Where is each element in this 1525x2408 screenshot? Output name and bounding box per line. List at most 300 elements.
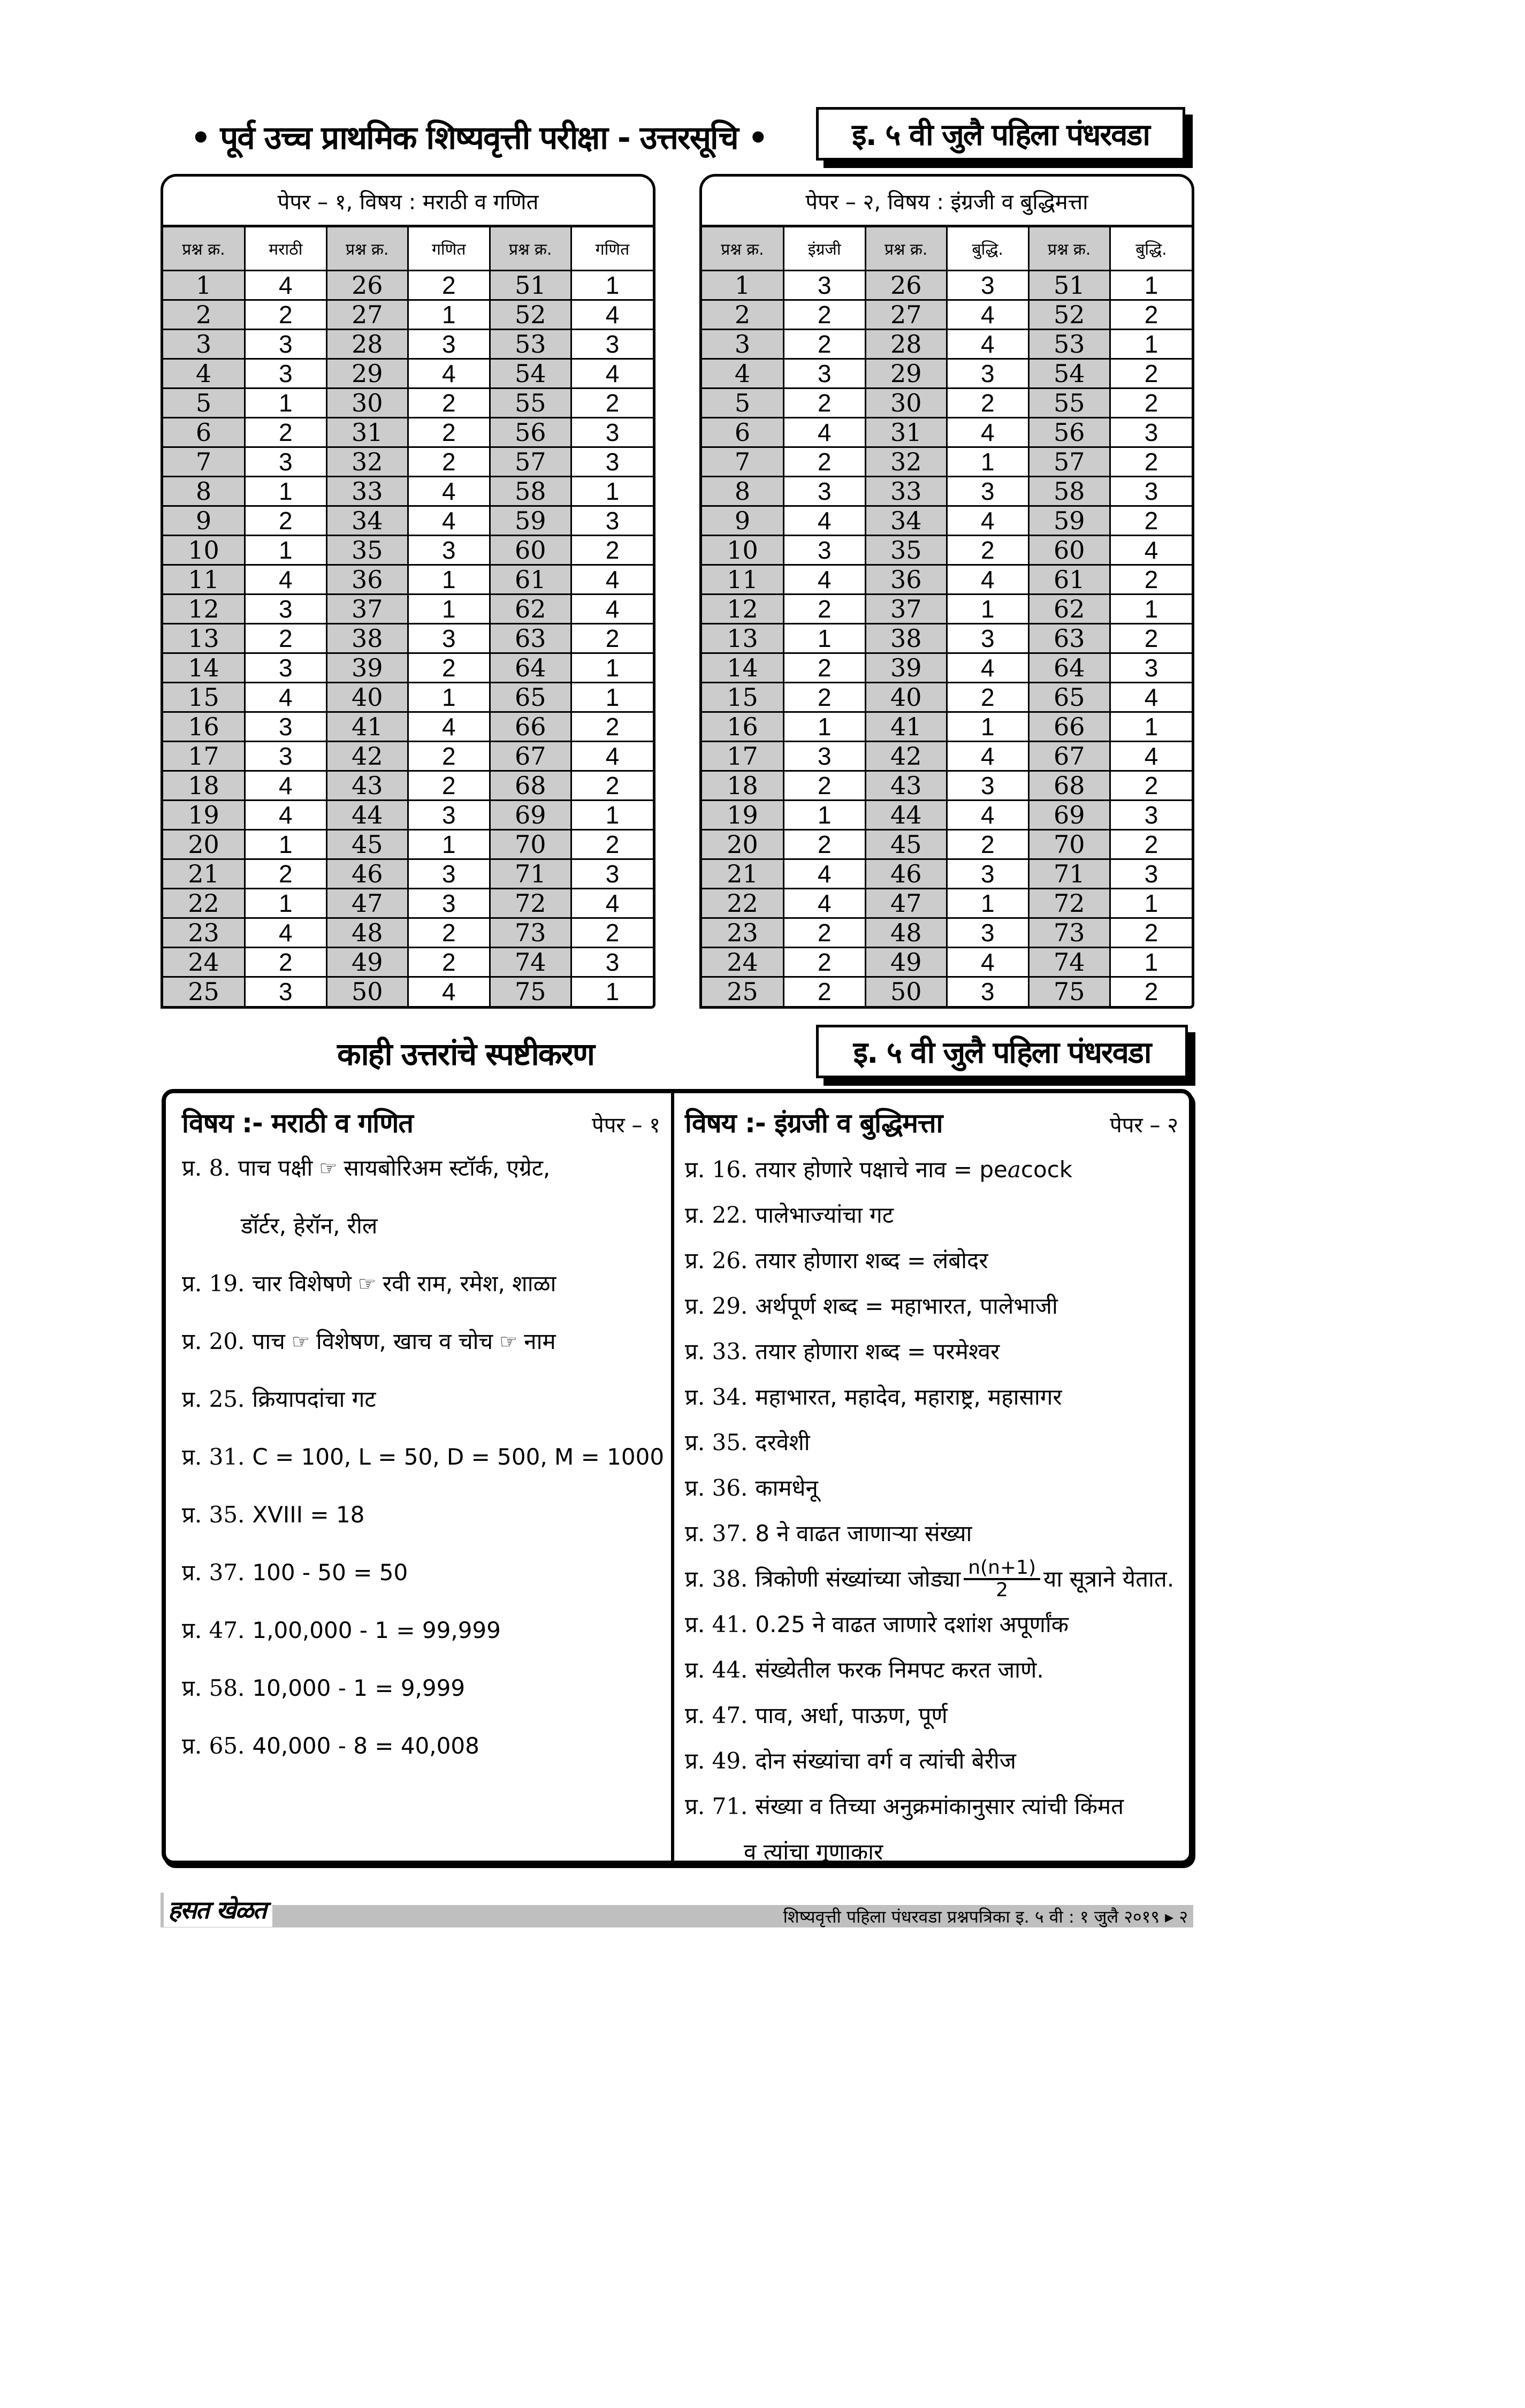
answer-cell: 1 [571, 682, 653, 712]
list-item [685, 1556, 1178, 1602]
question-number-cell: 52 [1028, 300, 1110, 329]
explanation-text: पालेभाज्यांचा गट [755, 1201, 894, 1228]
italic-letter: a [1007, 1156, 1021, 1183]
list-item [685, 1829, 1178, 1874]
table-row [163, 947, 653, 977]
question-number: प्र. 58. [182, 1675, 245, 1701]
question-number-cell: 60 [1028, 535, 1110, 565]
answer-cell: 3 [245, 741, 327, 771]
answer-cell: 2 [1110, 977, 1192, 1006]
explanation-text: 100 - 50 = 50 [252, 1559, 408, 1586]
paper1-explanations [166, 1093, 674, 1861]
table-row [702, 329, 1192, 359]
answer-cell: 3 [408, 888, 490, 918]
question-number-cell: 62 [490, 594, 571, 623]
question-number-cell: 1 [702, 270, 784, 300]
answer-cell: 1 [947, 594, 1029, 623]
answer-cell: 4 [245, 270, 327, 300]
question-number-cell: 36 [865, 565, 947, 594]
answer-cell: 3 [245, 712, 327, 741]
paper2-explanation-list [685, 1147, 1178, 1874]
question-number-cell: 37 [326, 594, 408, 623]
question-number-cell: 50 [865, 977, 947, 1006]
answer-cell: 1 [571, 977, 653, 1006]
answer-cell: 3 [947, 476, 1029, 506]
question-number-cell: 34 [865, 506, 947, 535]
answer-cell: 3 [245, 447, 327, 476]
question-number-cell: 31 [326, 417, 408, 447]
answer-cell: 3 [947, 359, 1029, 388]
column-header: प्रश्न क्र. [702, 227, 784, 270]
question-number-cell: 66 [1028, 712, 1110, 741]
answer-cell: 4 [1110, 682, 1192, 712]
question-number-cell: 21 [702, 859, 784, 888]
question-number-cell: 43 [865, 771, 947, 800]
question-number-cell: 4 [702, 359, 784, 388]
question-number-cell: 6 [702, 417, 784, 447]
list-item [182, 1614, 660, 1672]
answer-cell: 2 [1110, 359, 1192, 388]
answer-cell: 2 [784, 771, 866, 800]
answer-cell: 1 [245, 388, 327, 417]
pointing-hand-icon: ☞ [291, 1330, 310, 1353]
table-row [702, 771, 1192, 800]
answer-cell: 4 [245, 682, 327, 712]
question-number: प्र. 33. [685, 1338, 748, 1365]
list-item [685, 1602, 1178, 1647]
answer-cell: 2 [571, 829, 653, 859]
explanation-text: दोन संख्यांचा वर्ग व त्यांची बेरीज [755, 1747, 1016, 1774]
answer-cell: 2 [571, 918, 653, 947]
question-number-cell: 33 [326, 476, 408, 506]
answer-cell: 2 [784, 300, 866, 329]
explanation-text: तयार होणारा शब्द = परमेश्वर [755, 1338, 1000, 1365]
question-number-cell: 47 [326, 888, 408, 918]
question-number-cell: 59 [490, 506, 571, 535]
question-number-cell: 32 [326, 447, 408, 476]
answer-cell: 4 [571, 888, 653, 918]
table-row [163, 535, 653, 565]
question-number: प्र. 65. [182, 1733, 245, 1759]
question-number-cell: 17 [702, 741, 784, 771]
table-row [163, 771, 653, 800]
question-number-cell: 23 [163, 918, 245, 947]
table-row [702, 918, 1192, 947]
paper2-answer-key [699, 174, 1194, 1009]
answer-cell: 4 [947, 800, 1029, 829]
table-row [163, 388, 653, 417]
answer-cell: 2 [408, 270, 490, 300]
answer-cell: 2 [245, 859, 327, 888]
question-number-cell: 21 [163, 859, 245, 888]
column-header: प्रश्न क्र. [490, 227, 571, 270]
question-number-cell: 29 [865, 359, 947, 388]
answer-cell: 4 [947, 329, 1029, 359]
question-number-cell: 60 [490, 535, 571, 565]
answer-cell: 2 [408, 741, 490, 771]
explanation-text: C = 100, L = 50, D = 500, M = 1000 [252, 1444, 665, 1470]
answer-cell: 4 [571, 594, 653, 623]
answer-cell: 4 [245, 800, 327, 829]
question-number-cell: 3 [163, 329, 245, 359]
explanation-text: व त्यांचा गुणाकार [744, 1838, 883, 1865]
paper1-title: पेपर – १, विषय : मराठी व गणित [163, 177, 653, 227]
answer-cell: 1 [571, 800, 653, 829]
answer-cell: 4 [245, 771, 327, 800]
list-item [685, 1693, 1178, 1738]
question-number-cell: 8 [163, 476, 245, 506]
answer-cell: 3 [408, 859, 490, 888]
answer-cell: 3 [947, 859, 1029, 888]
answer-cell: 1 [245, 476, 327, 506]
answer-cell: 4 [784, 417, 866, 447]
answer-cell: 4 [408, 359, 490, 388]
paper2-header-row [702, 227, 1192, 270]
question-number-cell: 20 [163, 829, 245, 859]
table-row [702, 859, 1192, 888]
question-number-cell: 5 [702, 388, 784, 417]
question-number-cell: 22 [702, 888, 784, 918]
question-number-cell: 15 [702, 682, 784, 712]
explanation-text: डॉर्टर, हेरॉन, रील [241, 1213, 378, 1239]
answer-cell: 4 [1110, 741, 1192, 771]
question-number-cell: 40 [326, 682, 408, 712]
question-number: प्र. 29. [685, 1292, 748, 1319]
list-item [685, 1329, 1178, 1374]
question-number-cell: 65 [1028, 682, 1110, 712]
question-number-cell: 7 [702, 447, 784, 476]
question-number-cell: 11 [163, 565, 245, 594]
table-row [702, 594, 1192, 623]
question-number-cell: 59 [1028, 506, 1110, 535]
question-number-cell: 19 [702, 800, 784, 829]
answer-cell: 3 [245, 359, 327, 388]
answer-cell: 2 [947, 682, 1029, 712]
column-header: मराठी [245, 227, 327, 270]
explanation-text: 10,000 - 1 = 9,999 [252, 1675, 466, 1701]
table-row [163, 359, 653, 388]
question-number-cell: 51 [490, 270, 571, 300]
question-number-cell: 42 [865, 741, 947, 771]
question-number: प्र. 71. [685, 1793, 748, 1819]
list-item [685, 1238, 1178, 1283]
question-number-cell: 49 [326, 947, 408, 977]
list-item [182, 1268, 660, 1325]
list-item [685, 1374, 1178, 1420]
answer-cell: 4 [571, 359, 653, 388]
table-row [702, 800, 1192, 829]
question-number-cell: 68 [1028, 771, 1110, 800]
list-item [685, 1647, 1178, 1693]
table-row [163, 565, 653, 594]
paper1-explanation-list [182, 1152, 665, 1788]
list-item [685, 1147, 1178, 1192]
answer-cell: 2 [245, 506, 327, 535]
question-number-cell: 31 [865, 417, 947, 447]
answer-cell: 4 [784, 565, 866, 594]
table-row [163, 447, 653, 476]
question-number-cell: 20 [702, 829, 784, 859]
answer-cell: 2 [1110, 829, 1192, 859]
answer-cell: 2 [784, 682, 866, 712]
question-number-cell: 64 [1028, 653, 1110, 682]
explanation-text: विशेषण, खाच व चोच [316, 1328, 493, 1354]
question-number: प्र. 26. [685, 1247, 748, 1274]
answer-cell: 4 [245, 918, 327, 947]
answer-cell: 2 [245, 623, 327, 653]
answer-cell: 3 [571, 417, 653, 447]
column-header: गणित [571, 227, 653, 270]
answer-cell: 4 [947, 300, 1029, 329]
table-row [702, 388, 1192, 417]
list-item [685, 1192, 1178, 1238]
table-row [163, 506, 653, 535]
question-number-cell: 43 [326, 771, 408, 800]
publication-logo: हसत खेळत [161, 1893, 272, 1927]
question-number-cell: 15 [163, 682, 245, 712]
question-number-cell: 69 [490, 800, 571, 829]
table-row [163, 977, 653, 1006]
question-number-cell: 6 [163, 417, 245, 447]
question-number-cell: 41 [326, 712, 408, 741]
paper2-explanations [674, 1093, 1189, 1865]
answer-cell: 4 [408, 506, 490, 535]
column-header: बुद्धि. [947, 227, 1029, 270]
answer-cell: 1 [1110, 594, 1192, 623]
explanation-text: 8 ने वाढत जाणाऱ्या संख्या [755, 1520, 972, 1546]
column-header: गणित [408, 227, 490, 270]
answer-cell: 1 [947, 712, 1029, 741]
table-row [163, 918, 653, 947]
question-number-cell: 44 [326, 800, 408, 829]
answer-cell: 3 [571, 506, 653, 535]
question-number-cell: 58 [490, 476, 571, 506]
question-number-cell: 25 [702, 977, 784, 1006]
question-number-cell: 58 [1028, 476, 1110, 506]
answer-cell: 2 [784, 594, 866, 623]
page-title: • पूर्व उच्च प्राथमिक शिष्यवृत्ती परीक्षा - उत्तरसूचि • [190, 119, 767, 157]
question-number-cell: 63 [490, 623, 571, 653]
question-number-cell: 67 [490, 741, 571, 771]
question-number-cell: 46 [865, 859, 947, 888]
question-number-cell: 52 [490, 300, 571, 329]
table-row [163, 623, 653, 653]
answer-cell: 4 [784, 888, 866, 918]
answer-cell: 3 [571, 329, 653, 359]
explanations-title: काही उत्तरांचे स्पष्टीकरण [337, 1036, 594, 1072]
question-number-cell: 53 [1028, 329, 1110, 359]
explanation-text: संख्येतील फरक निमपट करत जाणे. [755, 1656, 1044, 1683]
question-number-cell: 72 [490, 888, 571, 918]
answer-cell: 2 [784, 829, 866, 859]
list-item [182, 1210, 660, 1268]
question-number: प्र. 36. [685, 1474, 748, 1501]
answer-cell: 2 [245, 300, 327, 329]
table-row [702, 712, 1192, 741]
column-header: प्रश्न क्र. [1028, 227, 1110, 270]
explanation-tail: cock [1020, 1156, 1073, 1183]
question-number-cell: 75 [490, 977, 571, 1006]
table-row [702, 300, 1192, 329]
answer-cell: 2 [1110, 506, 1192, 535]
list-item [685, 1420, 1178, 1465]
question-number-cell: 19 [163, 800, 245, 829]
answer-cell: 4 [947, 417, 1029, 447]
question-number-cell: 22 [163, 888, 245, 918]
table-row [163, 476, 653, 506]
answer-cell: 1 [571, 270, 653, 300]
table-row [702, 565, 1192, 594]
answer-cell: 1 [245, 829, 327, 859]
fraction-formula [964, 1558, 1040, 1601]
answer-cell: 2 [571, 535, 653, 565]
paper1-header-row [163, 227, 653, 270]
answer-cell: 4 [408, 977, 490, 1006]
explanation-text: अर्थपूर्ण शब्द = महाभारत, पालेभाजी [755, 1292, 1058, 1319]
answer-cell: 1 [784, 623, 866, 653]
question-number: प्र. 8. [182, 1155, 231, 1181]
question-number-cell: 32 [865, 447, 947, 476]
question-number-cell: 71 [490, 859, 571, 888]
question-number: प्र. 44. [685, 1656, 748, 1683]
question-number-cell: 54 [1028, 359, 1110, 388]
table-row [163, 594, 653, 623]
answer-cell: 3 [408, 329, 490, 359]
answer-cell: 3 [571, 947, 653, 977]
question-number-cell: 27 [865, 300, 947, 329]
question-number-cell: 25 [163, 977, 245, 1006]
question-number-cell: 73 [1028, 918, 1110, 947]
question-number-cell: 1 [163, 270, 245, 300]
question-number-cell: 74 [490, 947, 571, 977]
answer-cell: 2 [784, 947, 866, 977]
question-number-cell: 18 [163, 771, 245, 800]
answer-cell: 1 [1110, 947, 1192, 977]
pointing-hand-icon: ☞ [499, 1330, 518, 1353]
answer-cell: 3 [947, 270, 1029, 300]
question-number-cell: 5 [163, 388, 245, 417]
table-row [163, 653, 653, 682]
list-item [685, 1784, 1178, 1829]
explanation-text: तयार होणारा शब्द = लंबोदर [755, 1247, 988, 1274]
list-item [685, 1465, 1178, 1511]
answer-cell: 1 [1110, 712, 1192, 741]
subject-label: विषय :- मराठी व गणित [182, 1108, 413, 1139]
answer-cell: 3 [947, 771, 1029, 800]
question-number-cell: 39 [865, 653, 947, 682]
list-item [182, 1441, 665, 1499]
paper-label: पेपर – १ [591, 1113, 660, 1138]
pointing-hand-icon: ☞ [357, 1272, 376, 1296]
table-row [702, 535, 1192, 565]
question-number-cell: 18 [702, 771, 784, 800]
question-number: प्र. 20. [182, 1328, 245, 1354]
list-item [182, 1557, 660, 1614]
question-number-cell: 70 [490, 829, 571, 859]
answer-cell: 4 [408, 476, 490, 506]
question-number: प्र. 37. [182, 1559, 245, 1586]
question-number-cell: 55 [490, 388, 571, 417]
question-number-cell: 72 [1028, 888, 1110, 918]
question-number: प्र. 19. [182, 1270, 245, 1297]
answer-cell: 1 [408, 682, 490, 712]
fraction-numerator: n(n+1) [964, 1558, 1040, 1580]
question-number-cell: 38 [865, 623, 947, 653]
question-number-cell: 67 [1028, 741, 1110, 771]
question-number-cell: 30 [865, 388, 947, 417]
question-number-cell: 27 [326, 300, 408, 329]
question-number-cell: 38 [326, 623, 408, 653]
answer-cell: 2 [571, 771, 653, 800]
list-item [685, 1283, 1178, 1329]
answer-cell: 4 [245, 565, 327, 594]
answer-cell: 4 [1110, 535, 1192, 565]
question-number-cell: 34 [326, 506, 408, 535]
question-number-cell: 56 [1028, 417, 1110, 447]
explanation-text: रवी राम, रमेश, शाळा [383, 1270, 556, 1297]
answer-cell: 4 [947, 506, 1029, 535]
question-number-cell: 26 [326, 270, 408, 300]
answer-cell: 3 [947, 918, 1029, 947]
explanation-text: 0.25 ने वाढत जाणारे दशांश अपूर्णांक [755, 1611, 1069, 1637]
subject-label: विषय :- इंग्रजी व बुद्धिमत्ता [685, 1108, 943, 1139]
answer-cell: 1 [245, 535, 327, 565]
question-number: प्र. 25. [182, 1386, 245, 1412]
explanation-text: संख्या व तिच्या अनुक्रमांकानुसार त्यांची किंमत [755, 1793, 1124, 1819]
list-item [182, 1383, 660, 1441]
answer-cell: 3 [784, 270, 866, 300]
question-number-cell: 53 [490, 329, 571, 359]
explanation-text: क्रियापदांचा गट [252, 1386, 376, 1412]
question-number: प्र. 47. [182, 1617, 245, 1643]
answer-cell: 2 [784, 918, 866, 947]
answer-cell: 2 [571, 712, 653, 741]
question-number-cell: 36 [326, 565, 408, 594]
table-row [702, 447, 1192, 476]
question-number-cell: 50 [326, 977, 408, 1006]
explanation-text: तयार होणारे पक्षाचे नाव = pe [755, 1156, 1008, 1183]
question-number: प्र. 16. [685, 1156, 748, 1183]
question-number-cell: 39 [326, 653, 408, 682]
question-number-cell: 12 [163, 594, 245, 623]
answer-cell: 3 [245, 594, 327, 623]
answer-cell: 2 [784, 977, 866, 1006]
footer-note: शिष्यवृत्ती पहिला पंधरवडा प्रश्नपत्रिका इ. ५ वी : १ जुलै २०१९ ▸ २ [783, 1906, 1188, 1927]
answer-cell: 3 [784, 741, 866, 771]
column-header: प्रश्न क्र. [865, 227, 947, 270]
answer-cell: 3 [1110, 417, 1192, 447]
question-number-cell: 37 [865, 594, 947, 623]
answer-cell: 3 [571, 859, 653, 888]
question-number: प्र. 35. [685, 1429, 748, 1456]
question-number-cell: 42 [326, 741, 408, 771]
question-number-cell: 7 [163, 447, 245, 476]
footer-bar [161, 1895, 1193, 1927]
list-item [685, 1511, 1178, 1556]
table-row [163, 741, 653, 771]
question-number-cell: 45 [326, 829, 408, 859]
answer-cell: 1 [947, 447, 1029, 476]
answer-cell: 3 [1110, 859, 1192, 888]
question-number-cell: 40 [865, 682, 947, 712]
answer-cell: 2 [784, 447, 866, 476]
explanation-text: पाच पक्षी [238, 1155, 313, 1181]
answer-cell: 3 [947, 977, 1029, 1006]
answer-cell: 3 [245, 977, 327, 1006]
question-number-cell: 44 [865, 800, 947, 829]
question-number: प्र. 22. [685, 1201, 748, 1228]
question-number-cell: 48 [326, 918, 408, 947]
